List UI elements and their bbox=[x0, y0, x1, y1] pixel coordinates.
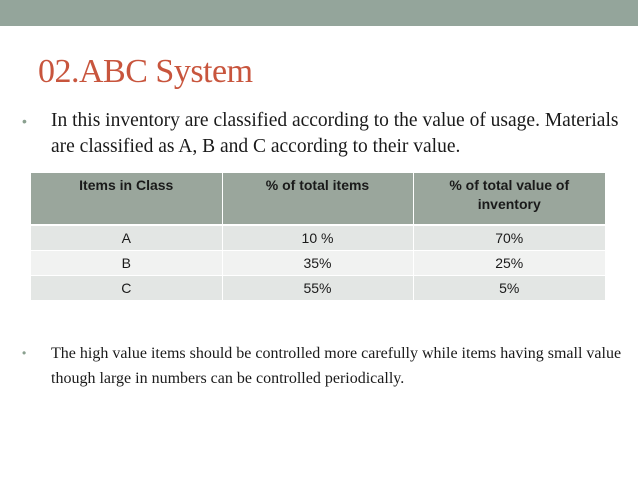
table-cell-class: A bbox=[31, 225, 222, 251]
slide-title: 02.ABC System bbox=[38, 53, 253, 90]
top-color-band bbox=[0, 0, 638, 26]
header-percent-total-value: % of total value of inventory bbox=[413, 173, 605, 225]
table-row bbox=[31, 225, 605, 251]
table-row bbox=[31, 251, 605, 276]
table-cell-class: C bbox=[31, 276, 222, 301]
header-items-in-class: Items in Class bbox=[31, 173, 222, 225]
table-cell-items: 10 % bbox=[222, 225, 413, 251]
table-cell-items: 35% bbox=[222, 251, 413, 276]
table-cell-value: 5% bbox=[413, 276, 605, 301]
bullet-dot-icon: • bbox=[22, 346, 27, 360]
bullet-point-2 bbox=[22, 341, 622, 391]
table-cell-value: 25% bbox=[413, 251, 605, 276]
table-cell-class: B bbox=[31, 251, 222, 276]
table-cell-value: 70% bbox=[413, 225, 605, 251]
bullet-point-1 bbox=[22, 108, 622, 160]
bullet-text-1: In this inventory are classified according to the value of usage. Materials are classified as A, B and C according to their value. bbox=[51, 110, 619, 157]
abc-classification-table bbox=[31, 173, 605, 301]
bullet-dot-icon: • bbox=[22, 113, 27, 129]
header-percent-total-items: % of total items bbox=[222, 173, 413, 225]
table-cell-items: 55% bbox=[222, 276, 413, 301]
table-row bbox=[31, 276, 605, 301]
bullet-text-2: The high value items should be controlled more carefully while items having small value though large in numbers can be controlled periodically. bbox=[51, 345, 622, 387]
table-header-row bbox=[31, 173, 605, 225]
